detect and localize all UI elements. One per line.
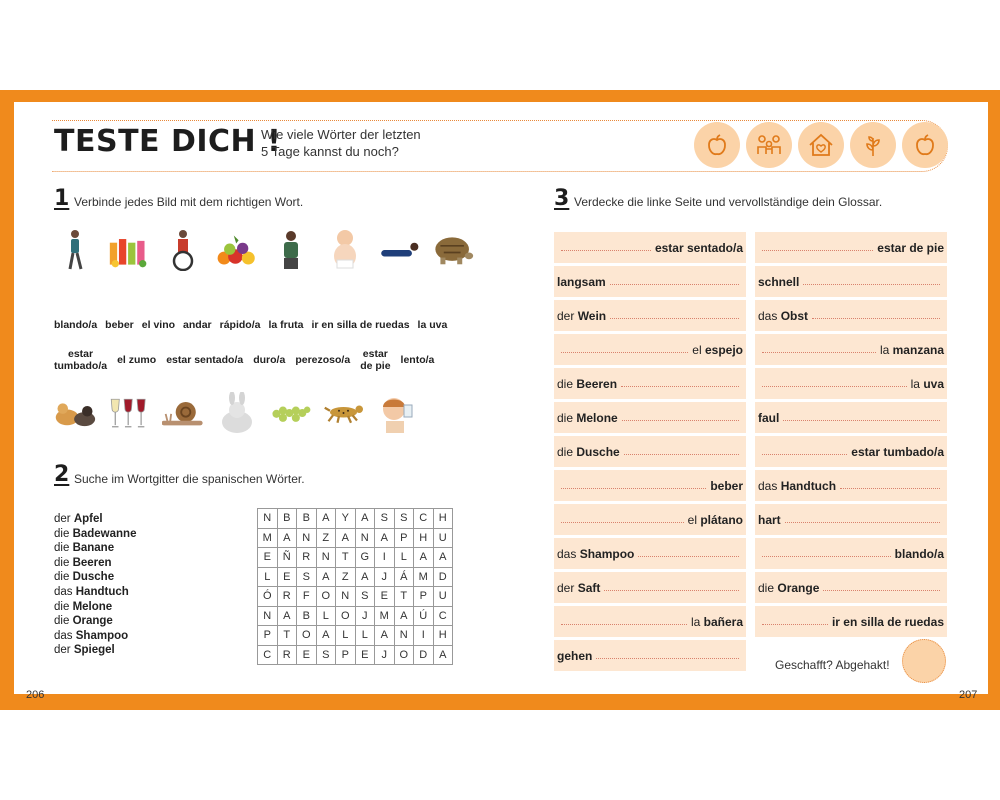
subtitle-line-2: 5 Tage kannst du noch? [261,144,399,159]
word-list-item [54,643,136,658]
glossary-label [691,615,743,629]
word-list-item [54,614,136,629]
glossary-word: estar tumbado/a [851,444,944,459]
grid-cell[interactable]: A [433,548,453,568]
glossary-article: der [557,308,578,323]
glossary-entry[interactable] [554,538,746,569]
glossary-article: la [690,614,704,629]
grid-cell[interactable]: N [355,528,375,548]
noun: Beeren [72,556,112,569]
grid-cell[interactable]: L [336,626,356,646]
glossary [554,232,949,671]
glossary-label [758,275,799,289]
grid-cell[interactable]: N [394,626,414,646]
grid-cell[interactable]: T [394,587,414,607]
glossary-article: die [557,376,577,391]
article: das [54,585,73,598]
glossary-label [655,241,743,255]
grid-cell[interactable]: S [355,587,375,607]
pictures-top-row [54,228,474,272]
glossary-article: die [557,410,577,425]
grid-cell[interactable]: O [336,606,356,626]
glossary-word: manzana [892,342,944,357]
page-number-left: 206 [26,689,45,701]
article: die [54,600,70,613]
glossary-label [895,547,944,561]
article: das [54,629,73,642]
leopard-picture[interactable] [324,391,366,435]
glossary-label [557,275,606,289]
grid-cell[interactable]: J [375,567,395,587]
word-option[interactable]: rápido/a [219,319,261,331]
done-checkbox[interactable] [902,639,946,683]
word-option[interactable]: andar [183,319,212,331]
glossary-word: Shampoo [579,546,635,561]
grid-cell[interactable]: M [375,606,395,626]
grid-cell[interactable]: C [414,509,434,529]
grid-cell[interactable]: A [355,509,375,529]
grid-cell[interactable]: Ó [258,587,278,607]
article: die [54,556,70,569]
glossary-entry[interactable] [755,504,947,535]
word-option[interactable]: estar tumbado/a [54,348,108,372]
family-icon [746,122,792,168]
glossary-entry[interactable] [554,640,746,671]
grid-cell[interactable]: P [414,587,434,607]
glossary-article: die [758,580,778,595]
grid-cell[interactable]: N [336,587,356,607]
glossary-word: Wein [577,308,607,323]
glossary-label [557,377,617,391]
glossary-article: la [910,376,924,391]
noun: Orange [72,615,113,628]
grid-cell[interactable]: Z [336,567,356,587]
glossary-label [557,649,592,663]
grid-cell[interactable]: G [355,548,375,568]
answer-line[interactable] [803,284,940,285]
words-row-2 [54,348,434,372]
answer-line[interactable] [812,318,940,319]
glossary-article: das [758,308,781,323]
glossary-label [557,411,618,425]
word-list-item [54,585,136,600]
pictures-bottom-row [54,391,420,435]
grid-cell[interactable]: I [414,626,434,646]
glossary-entry[interactable] [554,300,746,331]
grid-cell[interactable]: A [316,626,336,646]
glossary-entry[interactable] [755,402,947,433]
grid-cell[interactable]: S [297,567,317,587]
glossary-label [692,343,743,357]
done-label: Geschafft? Abgehakt! [775,658,890,672]
glossary-word: Saft [577,580,601,595]
glossary-word: estar de pie [877,240,944,255]
word-option[interactable]: duro/a [253,354,286,366]
grid-cell[interactable]: A [375,528,395,548]
noun: Melone [72,600,113,613]
glossary-word: hart [758,512,781,527]
glossary-word: blando/a [894,546,944,561]
answer-line[interactable] [561,488,706,489]
section-1-instruction: Verbinde jedes Bild mit dem richtigen Wort. [74,195,304,209]
lying-person-picture[interactable] [378,228,420,272]
grid-cell[interactable]: S [394,509,414,529]
glossary-entry[interactable] [554,572,746,603]
grid-cell[interactable]: E [277,567,297,587]
grid-cell[interactable]: S [316,645,336,665]
glossary-label [688,513,743,527]
grid-row [258,548,453,568]
word-option[interactable]: beber [105,319,134,331]
word-list-item [54,556,136,571]
answer-line[interactable] [823,590,940,591]
glossary-word: plátano [700,512,743,527]
grid-cell[interactable]: B [297,606,317,626]
glossary-entry[interactable] [755,606,947,637]
glossary-entry[interactable] [554,368,746,399]
wheelchair-picture[interactable] [162,228,204,272]
glossary-word: Melone [576,410,618,425]
noun: Handtuch [75,585,129,598]
glossary-label [758,513,781,527]
word-list-item [54,512,136,527]
section-3-number: 3 [554,186,570,211]
grid-cell[interactable]: R [277,587,297,607]
answer-line[interactable] [561,624,687,625]
grid-row [258,606,453,626]
grid-cell[interactable]: U [433,587,453,607]
glossary-label [758,309,808,323]
glossary-label [557,547,634,561]
grid-cell[interactable]: L [355,626,375,646]
glossary-entry[interactable] [554,266,746,297]
grid-row [258,645,453,665]
grid-cell[interactable]: T [336,548,356,568]
grid-cell[interactable]: B [297,509,317,529]
grid-cell[interactable]: J [355,606,375,626]
glossary-entry[interactable] [554,504,746,535]
grid-cell[interactable]: T [277,626,297,646]
glossary-entry[interactable] [554,232,746,263]
grid-cell[interactable]: N [316,548,336,568]
glossary-article: die [557,444,577,459]
apple-icon [694,122,740,168]
grid-cell[interactable]: E [297,645,317,665]
grapes-picture[interactable] [270,391,312,435]
grid-cell[interactable]: Ñ [277,548,297,568]
answer-line[interactable] [783,420,940,421]
grid-cell[interactable]: P [258,626,278,646]
word-option[interactable]: la uva [417,319,448,331]
glossary-entry[interactable] [755,538,947,569]
glossary-word: ir en silla de ruedas [831,614,944,629]
baby-picture[interactable] [324,228,366,272]
glossary-label [758,479,836,493]
page-title: TESTE DICH ! [54,124,282,159]
glossary-label [851,445,944,459]
fruit-picture[interactable] [216,228,258,272]
glossary-article: der [557,580,578,595]
noun: Dusche [72,571,115,584]
answer-line[interactable] [610,318,739,319]
walking-person-picture[interactable] [54,228,96,272]
grid-cell[interactable]: N [258,606,278,626]
answer-line[interactable] [762,556,891,557]
grid-row [258,509,453,529]
answer-line[interactable] [596,658,739,659]
answer-line[interactable] [762,352,876,353]
grid-row [258,626,453,646]
article: die [54,527,70,540]
subtitle-line-1: Wie viele Wörter der letzten [261,127,421,142]
glossary-label [710,479,743,493]
grid-cell[interactable]: M [258,528,278,548]
answer-line[interactable] [762,250,873,251]
section-2-number: 2 [54,462,70,487]
noun: Shampoo [75,629,129,642]
word-option[interactable]: la fruta [268,319,304,331]
grid-cell[interactable]: Ú [414,606,434,626]
grid-cell[interactable]: H [414,528,434,548]
glossary-entry[interactable] [755,232,947,263]
article: die [54,542,70,555]
grid-cell[interactable]: L [258,567,278,587]
grid-cell[interactable]: M [414,567,434,587]
grid-cell[interactable]: P [394,528,414,548]
grid-cell[interactable]: N [297,528,317,548]
word-list-item [54,541,136,556]
grid-cell[interactable]: R [277,645,297,665]
word-option[interactable]: perezoso/a [295,354,351,366]
glossary-entry[interactable] [554,470,746,501]
grid-row [258,528,453,548]
noun: Apfel [73,513,103,525]
wine-glasses-picture[interactable] [108,391,150,435]
answer-line[interactable] [785,522,940,523]
glossary-word: Beeren [576,376,618,391]
glossary-article: el [692,342,705,357]
glossary-article: das [557,546,580,561]
grid-cell[interactable]: A [355,567,375,587]
word-list-item [54,600,136,615]
page-number-right: 207 [959,689,978,701]
grid-cell[interactable]: P [336,645,356,665]
grid-cell[interactable]: E [258,548,278,568]
girl-drinking-picture[interactable] [378,391,420,435]
glossary-label [557,309,606,323]
day-badges [694,122,948,168]
glossary-entry[interactable] [554,334,746,365]
noun: Banane [72,542,115,555]
noun: Spiegel [73,644,115,657]
grid-cell[interactable]: L [316,606,336,626]
glossary-label [758,411,779,425]
glossary-word: beber [710,478,743,493]
glossary-label [880,343,944,357]
glossary-entry[interactable] [755,334,947,365]
grid-cell[interactable]: Á [394,567,414,587]
glossary-label [832,615,944,629]
glossary-word: bañera [703,614,743,629]
plant-icon [850,122,896,168]
book-spread [0,90,1000,710]
grid-cell[interactable]: E [375,587,395,607]
article: der [54,644,71,657]
answer-line[interactable] [561,522,684,523]
grid-cell[interactable]: O [394,645,414,665]
grid-cell[interactable]: O [316,587,336,607]
grid-cell[interactable]: A [316,567,336,587]
word-list-item [54,570,136,585]
word-option[interactable]: estar de pie [360,348,391,372]
glossary-word: Handtuch [780,478,837,493]
apple-icon [902,122,948,168]
glossary-entry[interactable] [755,470,947,501]
grid-cell[interactable]: I [375,548,395,568]
glossary-entry[interactable] [554,402,746,433]
word-option[interactable]: el vino [141,319,176,331]
grid-cell[interactable]: E [355,645,375,665]
grid-cell[interactable]: A [277,528,297,548]
glossary-word: langsam [557,274,606,289]
grid-cell[interactable]: Z [316,528,336,548]
snail-picture[interactable] [162,391,204,435]
answer-line[interactable] [604,590,739,591]
glossary-label [911,377,944,391]
sitting-man-picture[interactable] [270,228,312,272]
grid-cell[interactable]: C [258,645,278,665]
word-option[interactable]: ir en silla de ruedas [311,319,410,331]
grid-row [258,567,453,587]
glossary-word: schnell [758,274,800,289]
grid-cell[interactable]: A [414,548,434,568]
answer-line[interactable] [622,420,739,421]
grid-cell[interactable]: A [375,626,395,646]
word-list-item [54,527,136,542]
glossary-label [877,241,944,255]
page-subtitle [261,126,461,160]
glossary-article: el [687,512,701,527]
answer-line[interactable] [621,386,739,387]
answer-line[interactable] [624,454,739,455]
word-option[interactable]: el zumo [117,354,157,366]
glossary-word: estar sentado/a [654,240,743,255]
section-3-instruction: Verdecke die linke Seite und vervollständige dein Glossar. [574,195,883,209]
grid-cell[interactable]: N [258,509,278,529]
glossary-word: gehen [557,648,593,663]
word-list-item [54,629,136,644]
word-option[interactable]: blando/a [54,319,98,331]
glossary-entry[interactable] [755,266,947,297]
grid-cell[interactable]: A [336,528,356,548]
grid-cell[interactable]: H [433,626,453,646]
glossary-entry[interactable] [755,300,947,331]
turtle-picture[interactable] [432,228,474,272]
grid-cell[interactable]: A [394,606,414,626]
grid-cell[interactable]: C [433,606,453,626]
grid-cell[interactable]: A [433,645,453,665]
page-content [14,102,988,701]
answer-line[interactable] [762,624,828,625]
grid-cell[interactable]: O [297,626,317,646]
section-1-number: 1 [54,186,70,211]
grid-row [258,587,453,607]
glossary-label [758,581,819,595]
glossary-article: das [758,478,781,493]
word-search-grid [257,508,453,665]
article: die [54,571,70,584]
glossary-word: faul [758,410,780,425]
cat-dog-picture[interactable] [54,391,96,435]
answer-line[interactable] [762,386,907,387]
grid-cell[interactable]: S [375,509,395,529]
glossary-label [557,445,620,459]
grid-cell[interactable]: Y [336,509,356,529]
grid-cell[interactable]: A [277,606,297,626]
grid-cell[interactable]: B [277,509,297,529]
section-2-instruction: Suche im Wortgitter die spanischen Wörter. [74,472,305,486]
glossary-article: la [879,342,893,357]
grid-cell[interactable]: D [414,645,434,665]
answer-line[interactable] [840,488,940,489]
glossary-word: Orange [777,580,820,595]
glossary-word: Dusche [576,444,620,459]
answer-line[interactable] [638,556,739,557]
grid-cell[interactable]: F [297,587,317,607]
word-list [54,512,136,658]
answer-line[interactable] [561,352,688,353]
answer-line[interactable] [762,454,847,455]
glossary-entry[interactable] [755,368,947,399]
glossary-label [557,581,600,595]
juices-picture[interactable] [108,228,150,272]
glossary-word: espejo [704,342,743,357]
glossary-entry[interactable] [755,572,947,603]
word-option[interactable]: lento/a [400,354,435,366]
glossary-word: Obst [780,308,809,323]
house-heart-icon [798,122,844,168]
glossary-word: uva [923,376,944,391]
noun: Badewanne [72,527,137,540]
answer-line[interactable] [561,250,651,251]
glossary-entry[interactable] [755,436,947,467]
answer-line[interactable] [610,284,739,285]
grid-cell[interactable]: L [394,548,414,568]
words-row-1 [54,319,447,331]
grid-cell[interactable]: R [297,548,317,568]
article: die [54,615,70,628]
article: der [54,513,71,525]
glossary-entry[interactable] [554,606,746,637]
grid-cell[interactable]: A [316,509,336,529]
rabbit-picture[interactable] [216,391,258,435]
grid-cell[interactable]: D [433,567,453,587]
glossary-entry[interactable] [554,436,746,467]
grid-cell[interactable]: U [433,528,453,548]
grid-cell[interactable]: J [375,645,395,665]
word-option[interactable]: estar sentado/a [166,354,244,366]
grid-cell[interactable]: H [433,509,453,529]
